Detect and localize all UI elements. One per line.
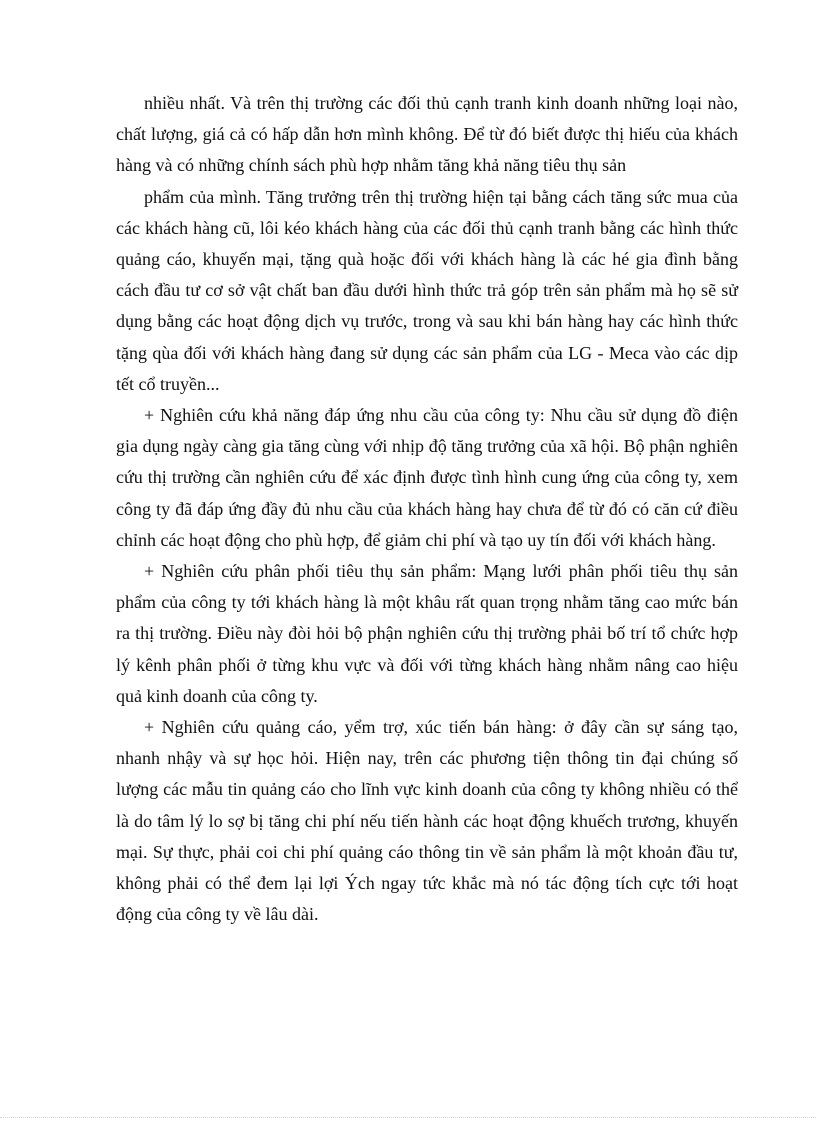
document-body <box>116 88 738 930</box>
paragraph-5: + Nghiên cứu quảng cáo, yểm trợ, xúc tiến bán hàng: ở đây cần sự sáng tạo, nhanh nhậy và sự học hỏi. Hiện nay, trên các phương tiện thông tin đại chúng số lượng các mẫu tin quảng cáo cho lĩnh vực kinh doanh của công ty không nhiều có thể là do tâm lý lo sợ bị tăng chi phí nếu tiến hành các hoạt động khuếch trương, khuyến mại. Sự thực, phải coi chi phí quảng cáo thông tin về sản phẩm là một khoản đầu tư, không phải có thể đem lại lợi Ých ngay tức khắc mà nó tác động tích cực tới hoạt động của công ty về lâu dài. <box>116 717 738 925</box>
paragraph-3: + Nghiên cứu khả năng đáp ứng nhu cầu của công ty: Nhu cầu sử dụng đồ điện gia dụng ngày càng gia tăng cùng với nhịp độ tăng trưởng của xã hội. Bộ phận nghiên cứu thị trường cần nghiên cứu để xác định được tình hình cung ứng của công ty, xem công ty đã đáp ứng đầy đủ nhu cầu của khách hàng hay chưa để từ đó có căn cứ điều chỉnh các hoạt động cho phù hợp, để giảm chi phí và tạo uy tín đối với khách hàng. <box>116 405 738 550</box>
paragraph-4: + Nghiên cứu phân phối tiêu thụ sản phẩm: Mạng lưới phân phối tiêu thụ sản phẩm của công ty tới khách hàng là một khâu rất quan trọng nhằm tăng cao mức bán ra thị trường. Điều này đòi hỏi bộ phận nghiên cứu thị trường phải bố trí tổ chức hợp lý kênh phân phối ở từng khu vực và đối với từng khách hàng nhằm nâng cao hiệu quả kinh doanh của công ty. <box>116 561 738 706</box>
paragraph-1: nhiều nhất. Và trên thị trường các đối thủ cạnh tranh kinh doanh những loại nào, chất lượng, giá cả có hấp dẫn hơn mình không. Để từ đó biết được thị hiếu của khách hàng và có những chính sách phù hợp nhằm tăng khả năng tiêu thụ sản <box>116 93 738 176</box>
page-bottom-divider <box>0 1117 816 1118</box>
paragraph-2: phẩm của mình. Tăng trưởng trên thị trường hiện tại bằng cách tăng sức mua của các khách hàng cũ, lôi kéo khách hàng của các đối thủ cạnh tranh bằng các hình thức quảng cáo, khuyến mại, tặng quà hoặc đối với khách hàng là các hé gia đình bằng cách đầu tư cơ sở vật chất ban đầu dưới hình thức trả góp trên sản phẩm mà họ sẽ sử dụng bằng các hoạt động dịch vụ trước, trong và sau khi bán hàng hay các hình thức tặng qùa đối với khách hàng đang sử dụng các sản phẩm của LG - Meca vào các dịp tết cổ truyền... <box>116 186 738 394</box>
